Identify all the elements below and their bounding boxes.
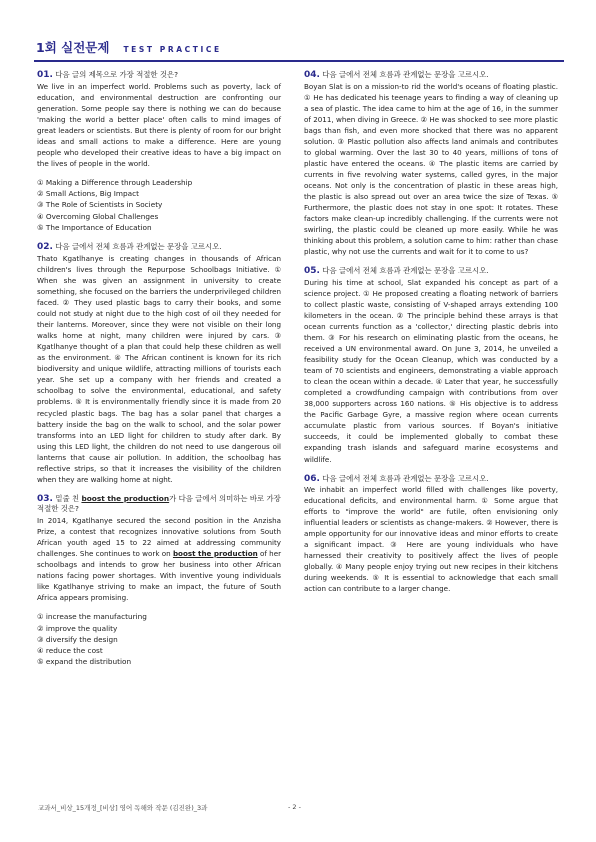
question-prompt: 다음 글에서 전체 흐름과 관계없는 문장을 고르시오. xyxy=(322,473,489,483)
answer-choice[interactable]: ① Making a Difference through Leadership xyxy=(37,177,193,187)
answer-choices xyxy=(37,177,281,233)
question-number: 02. xyxy=(37,242,53,253)
question-passage: Thato Kgatlhanye is creating changes in thousands of African children's lives through the Repurpose Schoolbags Initiative. ① When she was given an assignment in university to create something, she focused on the barriers the underprivileged children faced. ② They used plastic bags to carry their books, and some could not study at night due to the high cost of oil they needed for their lanterns. Moreover, since they were not visible on their long walks home at night, many children were injured by cars. ③ Kgatlhanye thought of a plan that could help these children as well as the environment. ④ The African continent is known for its rich biodiversity and unique wildlife, attracting millions of tourists each year. She set up a company with her friends and created a schoolbag to solve the environmental, educational, and safety problems. ⑤ It is environmentally friendly since it is made from 20 recycled plastic bags. The bag has a solar panel that charges a battery inside the bag on the walk to school, and the solar power transforms into an LED light for children to study after dark. By using this LED light, the children do not need to use dangerous oil lanterns that cause air pollution. In addition, the schoolbag has reflective strips, so that it increases the visibility of the children when they are walking home at night. xyxy=(37,253,281,484)
question-06 xyxy=(304,474,558,595)
question-header xyxy=(37,242,281,253)
question-01 xyxy=(37,70,281,233)
answer-choice[interactable]: ③ The Role of Scientists in Society xyxy=(37,200,163,210)
answer-choice[interactable]: ④ Overcoming Global Challenges xyxy=(37,211,159,221)
answer-choice[interactable]: ⑤ expand the distribution xyxy=(37,657,132,667)
header-rule xyxy=(34,60,564,62)
underlined-term: boost the production xyxy=(172,548,258,558)
question-header xyxy=(304,70,558,81)
question-header xyxy=(304,266,558,277)
passage-post: of her schoolbags and intends to grow her business into other African nations facing power shortages. With inventive young individuals like Kgatlhanye striving to make an impact, the future of South Africa appears promising. xyxy=(37,548,282,603)
page-subtitle: TEST PRACTICE xyxy=(123,45,222,54)
answer-choice[interactable]: ③ diversify the design xyxy=(37,634,118,644)
question-number: 05. xyxy=(304,266,320,277)
question-passage: During his time at school, Slat expanded his concept as part of a science project. ① He proposed creating a floating network of barriers to collect plastic waste, consisting of V-shaped arrays extending 100 kilometers in the ocean. ② The principle behind these arrays is that ocean currents function as a 'collector,' directing plastic debris into them. ③ For his research on eliminating plastic from the oceans, he received a UN environmental award. On June 3, 2014, he unveiled a feasibility study for the Ocean Cleanup, which was conducted by a team of 70 scientists and engineers, demonstrating a viable approach to clean the ocean within a decade. ④ Later that year, he successfully completed a crowdfunding campaign with contributions from over 38,000 supporters across 160 nations. ⑤ His objective is to address the Pacific Garbage Gyre, a massive region where ocean currents accumulate plastic from various sources. If Boyan's initiative succeeds, it could be implemented globally to combat these expanding trash islands and safeguard marine ecosystems and wildlife. xyxy=(304,277,558,464)
question-number: 04. xyxy=(304,70,320,80)
passage-pre: In 2014, Kgatlhanye secured the second position in the Anzisha Prize, a contest that recognizes innovative solutions from South African youth aged 15 to 22 aimed at addressing community challenges. She continues to work on xyxy=(37,515,281,558)
question-prompt-post: 가 다음 글에서 의미하는 바로 가장 적절한 것은? xyxy=(37,493,281,514)
footer-source: 교과서_비상_15개정_[비상] 영어 독해와 작문 (김진완)_3과 xyxy=(38,804,208,812)
question-header xyxy=(37,494,281,515)
question-passage: We inhabit an imperfect world filled with challenges like poverty, educational deficits, and environmental harm. ① Some argue that efforts to "improve the world" are futile, often envisioning only influential leaders or scientists as change-makers. ② However, there is ample opportunity for our innovative ideas and minor efforts to create a significant impact. ③ Here are young individuals who have harnessed their creativity to positively affect the lives of people globally. ④ Many people enjoy trying out new recipes in their kitchens during weekends. ⑤ It is essential to acknowledge that each small action can contribute to a larger change. xyxy=(304,485,558,594)
question-prompt-pre: 밑줄 친 xyxy=(55,493,82,503)
answer-choice[interactable]: ⑤ The Importance of Education xyxy=(37,223,152,233)
right-column xyxy=(304,70,558,604)
question-prompt: 다음 글에서 전체 흐름과 관계없는 문장을 고르시오. xyxy=(322,266,489,276)
page-title: 1회 실전문제 xyxy=(36,40,110,55)
page-header xyxy=(36,38,222,56)
question-passage xyxy=(37,515,281,603)
question-02 xyxy=(37,242,281,484)
question-header xyxy=(304,474,558,485)
question-passage: We live in an imperfect world. Problems such as poverty, lack of education, and environmental destruction are confronting our generation. Some people say there is nothing we can do because 'making the world a better place' often calls to mind images of great leaders or scientists. But there is plenty of room for our bright ideas and small actions to make a difference. Here are young people who developed their creative ideas to have a big impact on the lives of people in the world. xyxy=(37,81,281,168)
answer-choices xyxy=(37,611,281,667)
question-number: 01. xyxy=(37,70,53,80)
question-number: 03. xyxy=(37,493,53,504)
question-passage: Boyan Slat is on a mission-to rid the world's oceans of floating plastic. ① He has dedicated his teenage years to finding a way of cleaning up a sea of plastic. The idea came to him at the age of 16, in the summer of 2011, when diving in Greece. ② He was shocked to see more plastic bags than fish, and even more shocked that there was no apparent solution. ③ Plastic pollution also affects land animals and contributes to global warming. Over the last 30 to 40 years, millions of tons of plastic have entered the oceans. ④ The plastic items are carried by currents in five revolving water systems, called gyres, in the major oceans. Not only is the concentration of plastic in these areas high, the plastic is also spread out over an area twice the size of Texas. ⑤ Furthermore, the plastic does not stay in one spot: It rotates. These factors make clean-up incredibly challenging. If the currents were not swirling, the plastic could be cleaned up more easily. While he was thinking about this problem, a solution came to him: rather than chase plastic, why not use the currents and wait for it to come to us? xyxy=(304,81,558,257)
page-number: - 2 - xyxy=(288,803,301,811)
answer-choice[interactable]: ① increase the manufacturing xyxy=(37,612,147,622)
question-04 xyxy=(304,70,558,257)
answer-choice[interactable]: ② improve the quality xyxy=(37,623,118,633)
question-header xyxy=(37,70,281,81)
question-prompt: 다음 글에서 전체 흐름과 관계없는 문장을 고르시오. xyxy=(55,242,222,252)
left-column xyxy=(37,70,281,677)
question-prompt: 다음 글에서 전체 흐름과 관계없는 문장을 고르시오. xyxy=(322,70,489,79)
question-03 xyxy=(37,494,281,668)
answer-choice[interactable]: ② Small Actions, Big Impact xyxy=(37,189,139,199)
underlined-term: boost the production xyxy=(81,493,170,503)
question-prompt: 다음 글의 제목으로 가장 적절한 것은? xyxy=(55,70,179,79)
question-05 xyxy=(304,266,558,464)
answer-choice[interactable]: ④ reduce the cost xyxy=(37,646,103,656)
question-number: 06. xyxy=(304,473,320,484)
